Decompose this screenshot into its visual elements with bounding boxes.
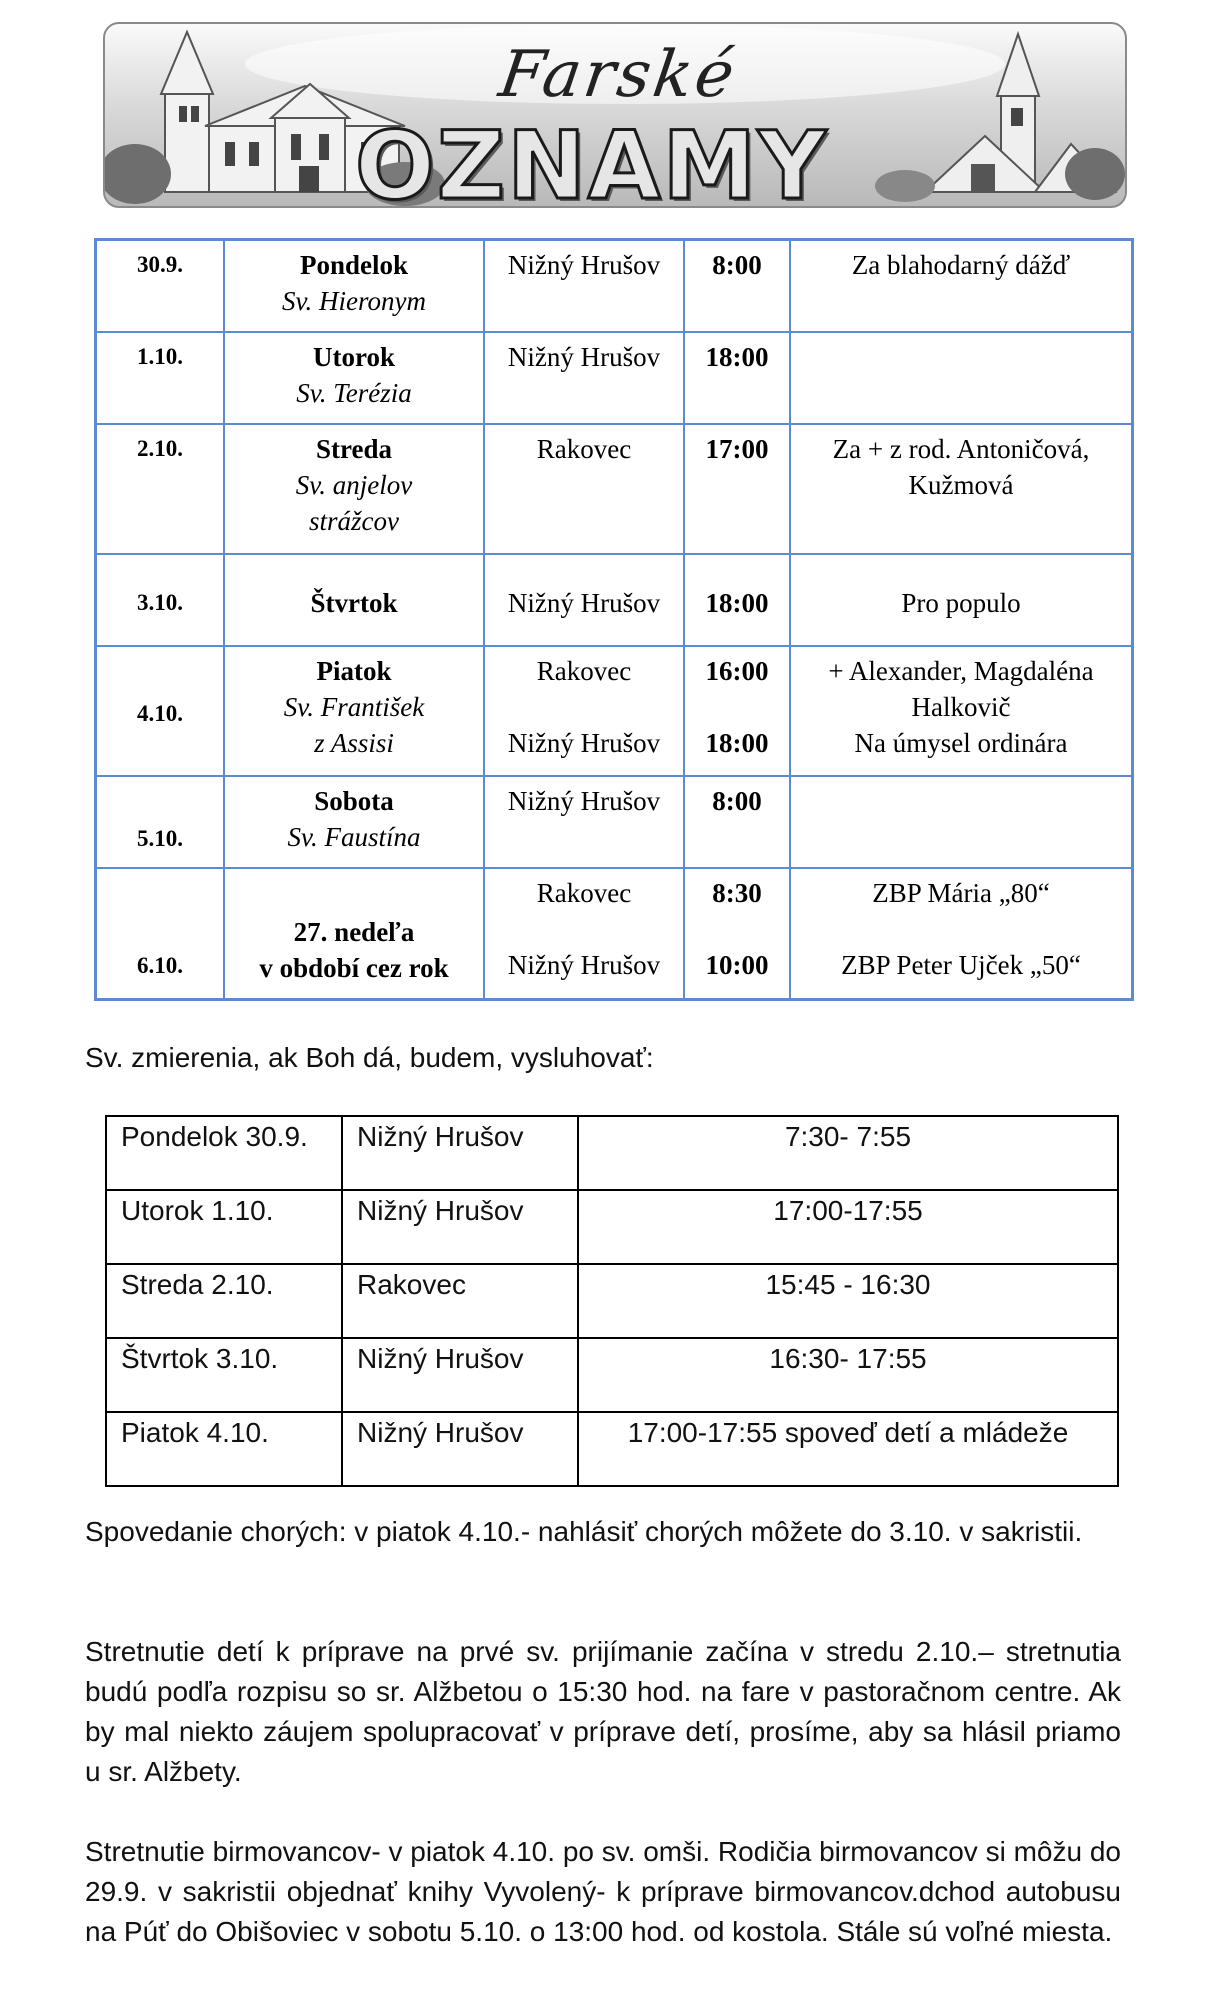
table-row (106, 1338, 1118, 1412)
time-cell (684, 646, 790, 776)
date-cell: 2.10. (96, 424, 225, 554)
date-cell: 4.10. (96, 646, 225, 776)
mass-schedule-table (94, 238, 1134, 1001)
banner-script-title: Farské (494, 38, 742, 112)
time-cell: 17:00 (684, 424, 790, 554)
day-name: Utorok (312, 341, 395, 372)
place-line: Nižný Hrušov (507, 727, 661, 758)
day-cell (224, 646, 484, 776)
place-cell: Nižný Hrušov (484, 332, 684, 424)
table-row (96, 868, 1133, 1000)
intention-cell (790, 332, 1133, 424)
place-cell (484, 646, 684, 776)
saint-name: strážcov (309, 505, 399, 536)
day-cell (224, 332, 484, 424)
confession-day: Utorok 1.10. (106, 1190, 342, 1264)
table-row (106, 1116, 1118, 1190)
place-cell: Nižný Hrušov (484, 776, 684, 868)
saint-name: z Assisi (314, 727, 394, 758)
confession-place: Nižný Hrušov (342, 1338, 578, 1412)
confession-time: 7:30- 7:55 (578, 1116, 1118, 1190)
place-line: Nižný Hrušov (507, 949, 661, 980)
confirmation-paragraph: Stretnutie birmovancov- v piatok 4.10. po sv. omši. Rodičia birmovancov si môžu do 29.9. v sakristii objednať knihy Vyvolený- k príprave birmovancov.dchod autobusu na Púť do Obišoviec v sobotu 5.10. o 13:00 hod. od kostola. Stále sú voľné miesta. (85, 1836, 1121, 1947)
time-cell: 18:00 (684, 554, 790, 646)
time-line: 10:00 (705, 949, 769, 980)
saint-name: Sv. František (283, 691, 425, 722)
saint-name: Sv. Terézia (296, 377, 412, 408)
intention-line: Halkovič (911, 691, 1011, 722)
first-communion-paragraph: Stretnutie detí k príprave na prvé sv. prijímanie začína v stredu 2.10.– stretnutia budú podľa rozpisu so sr. Alžbetou o 15:30 hod. na fare v pastoračnom centre. Ak by mal niekto záujem spolupracovať v príprave detí, prosíme, aby sa hlásil priamo u sr. Alžbety. (85, 1636, 1121, 1787)
confession-place: Nižný Hrušov (342, 1412, 578, 1486)
intention-cell (790, 646, 1133, 776)
date-cell: 3.10. (96, 554, 225, 646)
table-row (96, 776, 1133, 868)
table-row (96, 332, 1133, 424)
intention-cell: Pro populo (790, 554, 1133, 646)
confession-day: Piatok 4.10. (106, 1412, 342, 1486)
place-cell: Rakovec (484, 424, 684, 554)
confession-time: 17:00-17:55 spoveď detí a mládeže (578, 1412, 1118, 1486)
intention-line: ZBP Mária „80“ (872, 877, 1050, 908)
intention-cell (790, 424, 1133, 554)
confession-place: Nižný Hrušov (342, 1190, 578, 1264)
place-cell: Nižný Hrušov (484, 554, 684, 646)
place-cell (484, 868, 684, 1000)
place-cell: Nižný Hrušov (484, 240, 684, 332)
date-cell: 1.10. (96, 332, 225, 424)
time-cell: 8:00 (684, 776, 790, 868)
table-row (96, 424, 1133, 554)
table-row (106, 1190, 1118, 1264)
saint-name: Sv. Faustína (287, 821, 421, 852)
confession-day: Pondelok 30.9. (106, 1116, 342, 1190)
intention-line: + Alexander, Magdaléna (828, 655, 1094, 686)
confession-day: Streda 2.10. (106, 1264, 342, 1338)
day-cell (224, 424, 484, 554)
intention-line: ZBP Peter Ujček „50“ (841, 949, 1081, 980)
day-name: Sobota (314, 785, 394, 816)
date-cell: 30.9. (96, 240, 225, 332)
time-cell: 8:00 (684, 240, 790, 332)
table-row (96, 646, 1133, 776)
table-row (106, 1412, 1118, 1486)
time-line: 8:30 (712, 877, 762, 908)
intention-line: Na úmysel ordinára (854, 727, 1068, 758)
intention-cell (790, 776, 1133, 868)
confession-time: 17:00-17:55 (578, 1190, 1118, 1264)
day-cell (224, 554, 484, 646)
time-line: 16:00 (705, 655, 769, 686)
banner-main-title: OZNAMY (355, 112, 829, 208)
intention-cell: Za blahodarný dážď (790, 240, 1133, 332)
confession-heading: Sv. zmierenia, ak Boh dá, budem, vysluhovať: (85, 1042, 654, 1073)
confession-table (105, 1115, 1119, 1487)
intention-line: Kužmová (908, 469, 1014, 500)
saint-name: Sv. Hieronym (282, 286, 426, 316)
table-row (106, 1264, 1118, 1338)
place-line: Rakovec (536, 877, 632, 908)
confession-place: Nižný Hrušov (342, 1116, 578, 1190)
place-line: Rakovec (536, 655, 632, 686)
day-name: 27. nedeľa (293, 917, 415, 947)
date-cell: 6.10. (96, 868, 225, 1000)
intention-cell (790, 868, 1133, 1000)
confession-day: Štvrtok 3.10. (106, 1338, 342, 1412)
table-row (96, 240, 1133, 332)
time-line: 18:00 (705, 727, 769, 758)
table-row (96, 554, 1133, 646)
intention-line: Za + z rod. Antoničová, (832, 433, 1090, 464)
time-cell (684, 868, 790, 1000)
day-cell (224, 776, 484, 868)
day-cell (224, 240, 484, 332)
day-name: Piatok (316, 655, 392, 686)
day-name: Streda (315, 433, 392, 464)
date-cell: 5.10. (96, 776, 225, 868)
day-name: v období cez rok (259, 953, 449, 983)
day-name: Štvrtok (310, 587, 398, 618)
day-name: Pondelok (299, 250, 409, 280)
day-cell (224, 868, 484, 1000)
header-banner (103, 22, 1127, 208)
saint-name: Sv. anjelov (295, 469, 413, 500)
time-cell: 18:00 (684, 332, 790, 424)
sick-confession-paragraph: Spovedanie chorých: v piatok 4.10.- nahlásiť chorých môžete do 3.10. v sakristii. (85, 1516, 1083, 1547)
confession-time: 15:45 - 16:30 (578, 1264, 1118, 1338)
confession-time: 16:30- 17:55 (578, 1338, 1118, 1412)
confession-place: Rakovec (342, 1264, 578, 1338)
